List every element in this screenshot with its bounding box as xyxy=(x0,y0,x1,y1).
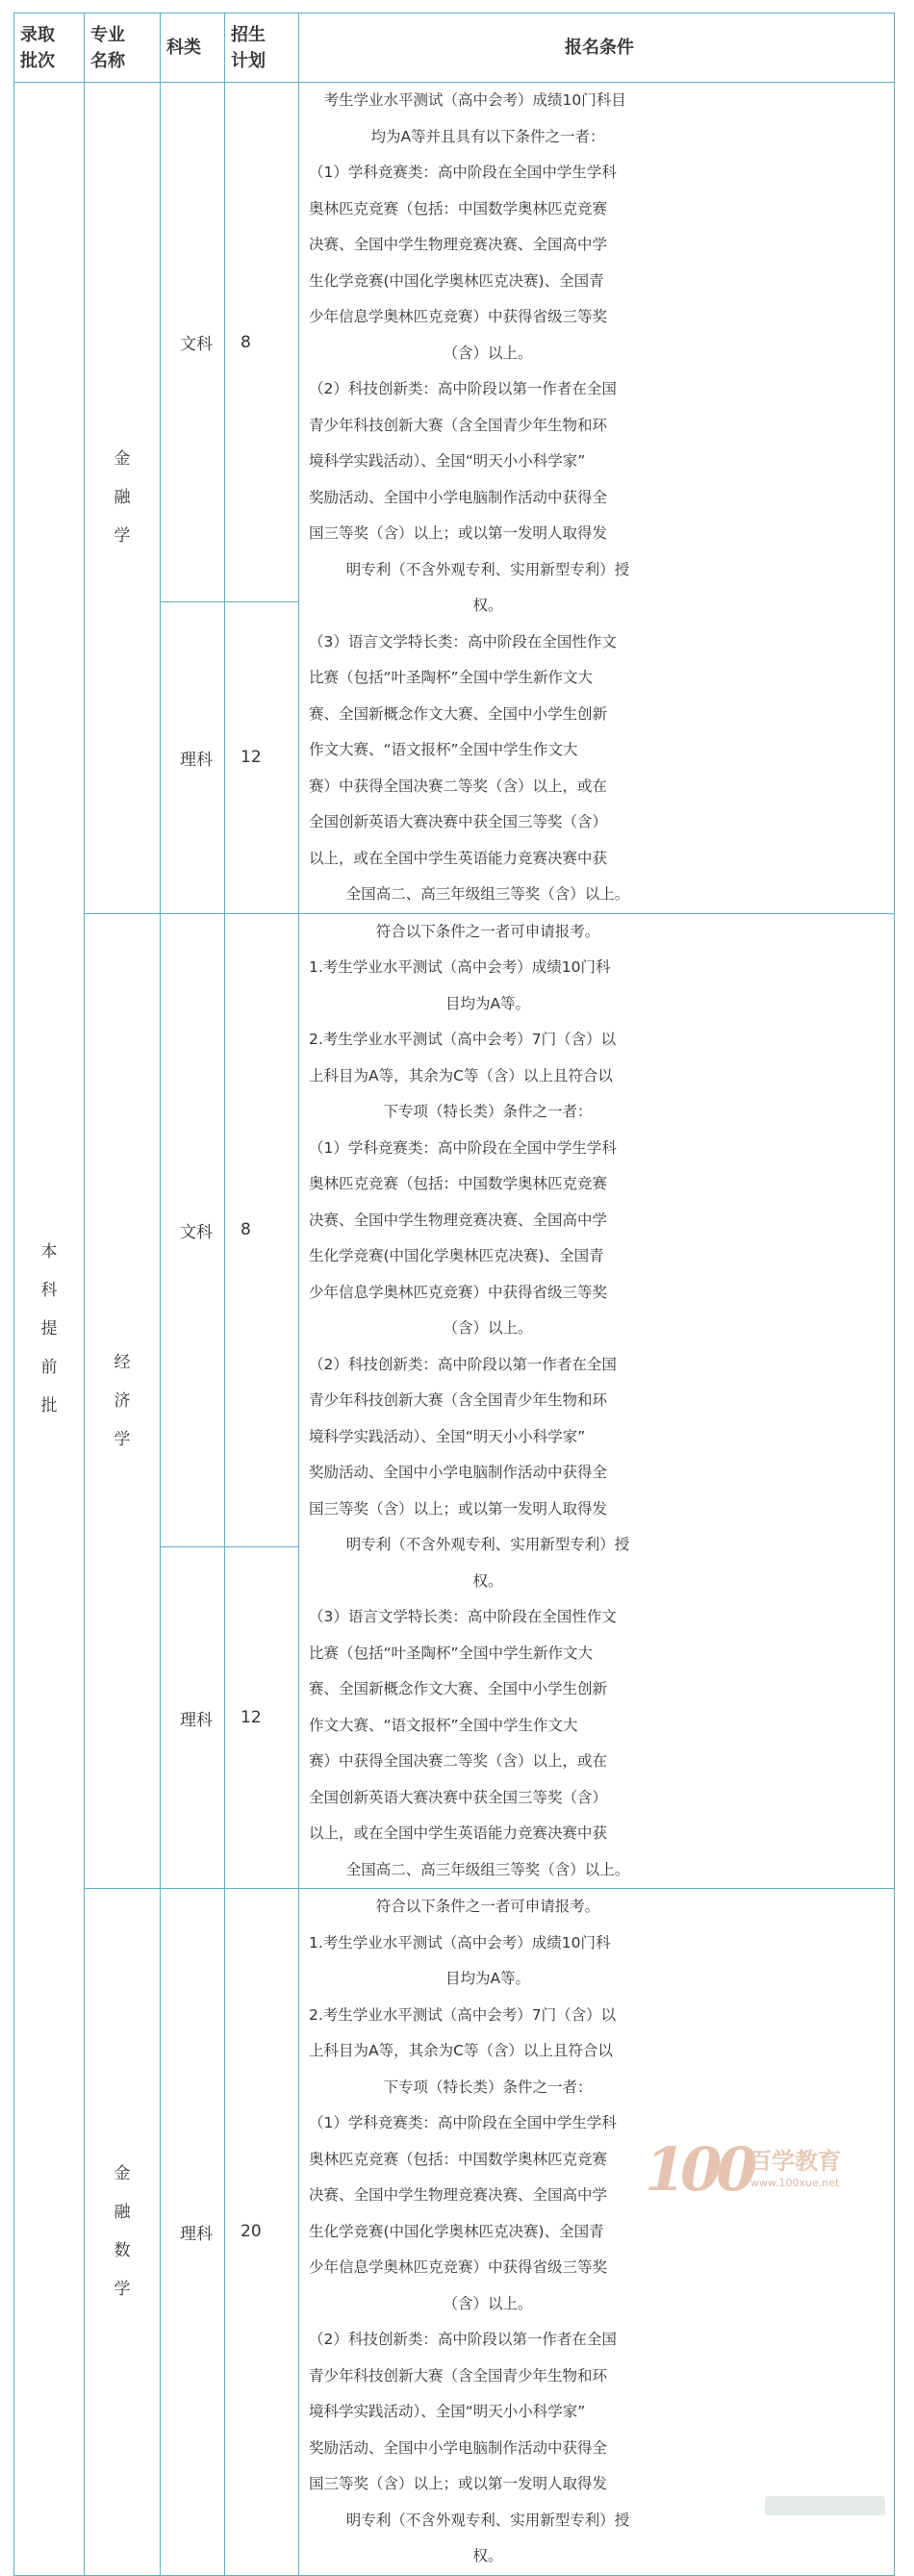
condition-line: 目均为A等。 xyxy=(444,1970,531,1987)
condition-line: 生化学竞赛(中国化学奥林匹克决赛)、全国青 xyxy=(309,1247,604,1264)
watermark-number: 100 xyxy=(645,2134,752,2205)
condition-line: （含）以上。 xyxy=(443,344,533,362)
condition-line: 奥林匹克竞赛（包括：中国数学奥林匹克竞赛 xyxy=(309,2150,608,2168)
condition-line: 2.考生学业水平测试（高中会考）7门（含）以 xyxy=(309,2005,617,2024)
condition-line: 均为A等并且具有以下条件之一者： xyxy=(370,127,605,145)
header-batch: 录取 批次 xyxy=(14,13,85,83)
plan-cell: 8 xyxy=(225,83,299,602)
condition-line: 明专利（不含外观专利、实用新型专利）授 xyxy=(345,1536,630,1553)
condition-line: 青少年科技创新大赛（含全国青少年生物和环 xyxy=(309,416,608,434)
header-plan: 招生 计划 xyxy=(225,13,299,83)
condition-line: （1）学科竞赛类：高中阶段在全国中学生学科 xyxy=(309,2114,617,2131)
category-cell: 文科 xyxy=(161,913,225,1547)
condition-line: 权。 xyxy=(472,2547,503,2564)
header-category: 科类 xyxy=(161,13,225,83)
watermark-logo xyxy=(645,2134,866,2205)
table-row xyxy=(14,913,895,1547)
watermark-url: www.100xue.net xyxy=(750,2177,840,2189)
condition-line: 符合以下条件之一者可申请报考。 xyxy=(375,922,600,940)
condition-line: 境科学实践活动）、全国“明天小小科学家” xyxy=(309,2403,586,2420)
plan-cell: 12 xyxy=(225,1547,299,1889)
condition-line: 决赛、全国中学生物理竞赛决赛、全国高中学 xyxy=(309,2186,608,2204)
condition-line: 考生学业水平测试（高中会考）成绩10门科目 xyxy=(309,91,626,109)
condition-line: 赛、全国新概念作文大赛、全国中小学生创新 xyxy=(309,704,608,723)
condition-line: 以上，或在全国中学生英语能力竞赛决赛中获 xyxy=(309,849,608,867)
condition-line: 赛、全国新概念作文大赛、全国中小学生创新 xyxy=(309,1680,608,1697)
condition-line: 上科目为A等，其余为C等（含）以上且符合以 xyxy=(309,2042,613,2059)
blurred-corner xyxy=(765,2496,885,2515)
major-cell: 金 融 数 学 xyxy=(85,1889,161,2576)
condition-line: 国三等奖（含）以上；或以第一发明人取得发 xyxy=(309,1499,608,1518)
batch-cell: 本 科 提 前 批 xyxy=(14,83,85,2576)
condition-line: 1.考生学业水平测试（高中会考）成绩10门科 xyxy=(309,1933,611,1951)
condition-line: （3）语言文学特长类：高中阶段在全国性作文 xyxy=(309,632,617,650)
conditions-cell xyxy=(299,1889,895,2576)
condition-line: 比赛（包括“叶圣陶杯”全国中学生新作文大 xyxy=(309,1644,594,1662)
condition-line: （2）科技创新类：高中阶段以第一作者在全国 xyxy=(309,380,617,397)
condition-line: 决赛、全国中学生物理竞赛决赛、全国高中学 xyxy=(309,236,608,253)
condition-line: 青少年科技创新大赛（含全国青少年生物和环 xyxy=(309,1391,608,1409)
condition-line: （1）学科竞赛类：高中阶段在全国中学生学科 xyxy=(309,1138,617,1157)
condition-line: 奖励活动、全国中小学电脑制作活动中获得全 xyxy=(309,488,608,506)
condition-line: （含）以上。 xyxy=(443,2294,533,2312)
conditions-text xyxy=(299,83,667,913)
conditions-cell xyxy=(299,913,895,1889)
condition-line: 青少年科技创新大赛（含全国青少年生物和环 xyxy=(309,2366,608,2385)
condition-line: （1）学科竞赛类：高中阶段在全国中学生学科 xyxy=(309,164,617,181)
category-cell: 理科 xyxy=(161,602,225,913)
category-cell: 理科 xyxy=(161,1547,225,1889)
condition-line: 权。 xyxy=(472,1571,503,1590)
condition-line: 境科学实践活动）、全国“明天小小科学家” xyxy=(309,1427,586,1445)
condition-line: 上科目为A等，其余为C等（含）以上且符合以 xyxy=(309,1066,613,1084)
condition-line: 生化学竞赛(中国化学奥林匹克决赛)、全国青 xyxy=(309,2222,604,2240)
condition-line: （2）科技创新类：高中阶段以第一作者在全国 xyxy=(309,2331,617,2348)
major-cell: 经 济 学 xyxy=(85,913,161,1889)
plan-cell: 20 xyxy=(225,1889,299,2576)
condition-line: 少年信息学奥林匹克竞赛）中获得省级三等奖 xyxy=(309,308,608,325)
condition-line: 作文大赛、“语文报杯”全国中学生作文大 xyxy=(309,1716,578,1734)
condition-line: 以上，或在全国中学生英语能力竞赛决赛中获 xyxy=(309,1824,608,1842)
header-row xyxy=(14,13,895,83)
condition-line: 国三等奖（含）以上；或以第一发明人取得发 xyxy=(309,524,608,542)
condition-line: （3）语言文学特长类：高中阶段在全国性作文 xyxy=(309,1608,617,1625)
condition-line: 奥林匹克竞赛（包括：中国数学奥林匹克竞赛 xyxy=(309,1175,608,1192)
condition-line: 少年信息学奥林匹克竞赛）中获得省级三等奖 xyxy=(309,1283,608,1301)
condition-line: 全国高二、高三年级组三等奖（含）以上。 xyxy=(345,885,630,903)
conditions-text xyxy=(299,914,667,1889)
condition-line: 奥林匹克竞赛（包括：中国数学奥林匹克竞赛 xyxy=(309,199,608,217)
condition-line: 国三等奖（含）以上；或以第一发明人取得发 xyxy=(309,2475,608,2492)
category-cell: 理科 xyxy=(161,1889,225,2576)
conditions-cell xyxy=(299,83,895,914)
category-cell: 文科 xyxy=(161,83,225,602)
condition-line: 全国创新英语大赛决赛中获全国三等奖（含） xyxy=(309,813,608,830)
condition-line: 全国高二、高三年级组三等奖（含）以上。 xyxy=(345,1860,630,1878)
condition-line: 明专利（不含外观专利、实用新型专利）授 xyxy=(345,2511,630,2529)
header-conditions: 报名条件 xyxy=(299,13,895,83)
major-cell: 金 融 学 xyxy=(85,83,161,914)
condition-line: 奖励活动、全国中小学电脑制作活动中获得全 xyxy=(309,2438,608,2457)
condition-line: 境科学实践活动）、全国“明天小小科学家” xyxy=(309,452,586,470)
table-row xyxy=(14,83,895,602)
condition-line: 明专利（不含外观专利、实用新型专利）授 xyxy=(345,560,630,578)
condition-line: 奖励活动、全国中小学电脑制作活动中获得全 xyxy=(309,1464,608,1481)
plan-cell: 8 xyxy=(225,913,299,1547)
condition-line: 权。 xyxy=(472,597,503,614)
condition-line: （含）以上。 xyxy=(443,1319,533,1337)
plan-cell: 12 xyxy=(225,602,299,913)
condition-line: 生化学竞赛(中国化学奥林匹克决赛)、全国青 xyxy=(309,271,604,290)
condition-line: 赛）中获得全国决赛二等奖（含）以上，或在 xyxy=(309,1752,608,1770)
condition-line: 下专项（特长类）条件之一者： xyxy=(383,1103,593,1120)
condition-line: 目均为A等。 xyxy=(444,994,531,1012)
condition-line: 少年信息学奥林匹克竞赛）中获得省级三等奖 xyxy=(309,2258,608,2276)
conditions-text xyxy=(299,1889,667,2575)
condition-line: 2.考生学业水平测试（高中会考）7门（含）以 xyxy=(309,1031,617,1048)
condition-line: 全国创新英语大赛决赛中获全国三等奖（含） xyxy=(309,1788,608,1806)
table-row xyxy=(14,1889,895,2576)
header-major: 专业 名称 xyxy=(85,13,161,83)
condition-line: 决赛、全国中学生物理竞赛决赛、全国高中学 xyxy=(309,1211,608,1229)
condition-line: 下专项（特长类）条件之一者： xyxy=(383,2078,593,2096)
condition-line: 比赛（包括“叶圣陶杯”全国中学生新作文大 xyxy=(309,669,594,686)
watermark-name: 百学教育 xyxy=(749,2148,841,2175)
condition-line: （2）科技创新类：高中阶段以第一作者在全国 xyxy=(309,1355,617,1373)
condition-line: 符合以下条件之一者可申请报考。 xyxy=(375,1898,600,1915)
condition-line: 赛）中获得全国决赛二等奖（含）以上，或在 xyxy=(309,777,608,795)
condition-line: 作文大赛、“语文报杯”全国中学生作文大 xyxy=(309,741,578,758)
condition-line: 1.考生学业水平测试（高中会考）成绩10门科 xyxy=(309,958,611,976)
